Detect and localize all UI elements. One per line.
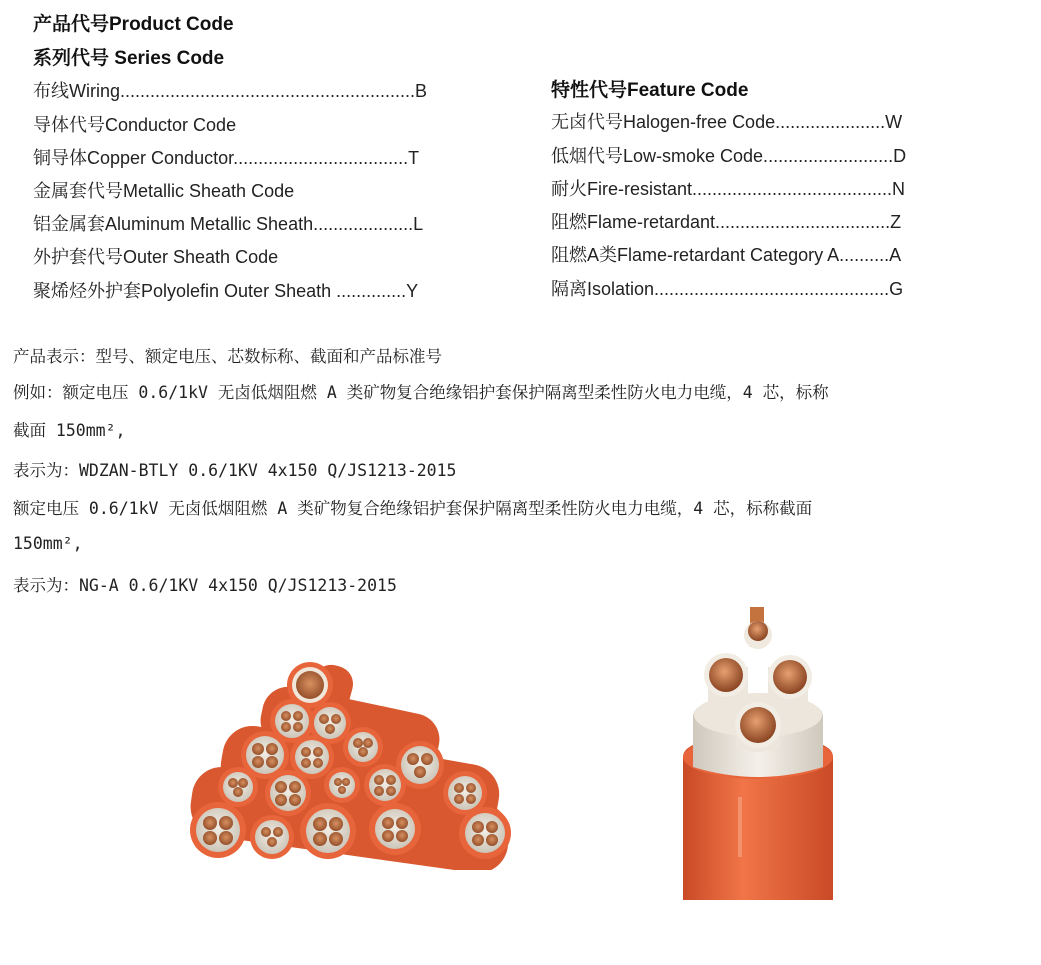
series-item-outer-sheath-code: 外护套代号Outer Sheath Code [33,247,279,267]
cable-cross-section-icon [668,597,848,900]
series-item-copper-conductor: 铜导体Copper Conductor...................................T [33,148,420,168]
description-line: 表示为：WDZAN-BTLY 0.6/1KV 4x150 Q/JS1213-2015 [13,461,457,480]
feature-code-title: 特性代号Feature Code [551,80,749,101]
description-line: 截面 150mm², [13,421,126,440]
description-line: 150mm², [13,534,83,553]
cable-bundle-icon [180,655,525,870]
description-line: 表示为：NG-A 0.6/1KV 4x150 Q/JS1213-2015 [13,576,397,595]
feature-item-flame-retardant-a: 阻燃A类Flame-retardant Category A..........A [551,245,902,265]
feature-item-halogen-free: 无卤代号Halogen-free Code......................W [551,112,903,132]
description-line: 额定电压 0.6/1kV 无卤低烟阻燃 A 类矿物复合绝缘铝护套保护隔离型柔性防火电力电缆，4 芯，标称截面 [13,499,813,518]
product-code-title: 产品代号Product Code [33,14,234,35]
description-line: 产品表示：型号、额定电压、芯数标称、截面和产品标准号 [13,347,442,366]
series-item-wiring: 布线Wiring...........................................................B [33,81,428,101]
feature-item-flame-retardant: 阻燃Flame-retardant...................................Z [551,212,902,232]
series-item-polyolefin-sheath: 聚烯烃外护套Polyolefin Outer Sheath ..............Y [33,281,419,301]
feature-item-low-smoke: 低烟代号Low-smoke Code..........................D [551,146,907,166]
series-item-metallic-sheath-code: 金属套代号Metallic Sheath Code [33,181,295,201]
series-item-aluminum-sheath: 铝金属套Aluminum Metallic Sheath....................L [33,214,424,234]
series-item-conductor-code: 导体代号Conductor Code [33,115,237,135]
feature-item-fire-resistant: 耐火Fire-resistant........................................N [551,179,906,199]
feature-item-isolation: 隔离Isolation...............................................G [551,279,904,299]
series-code-title: 系列代号 Series Code [33,48,225,69]
description-line: 例如：额定电压 0.6/1kV 无卤低烟阻燃 A 类矿物复合绝缘铝护套保护隔离型柔性防火电力电缆，4 芯，标称 [13,383,829,402]
